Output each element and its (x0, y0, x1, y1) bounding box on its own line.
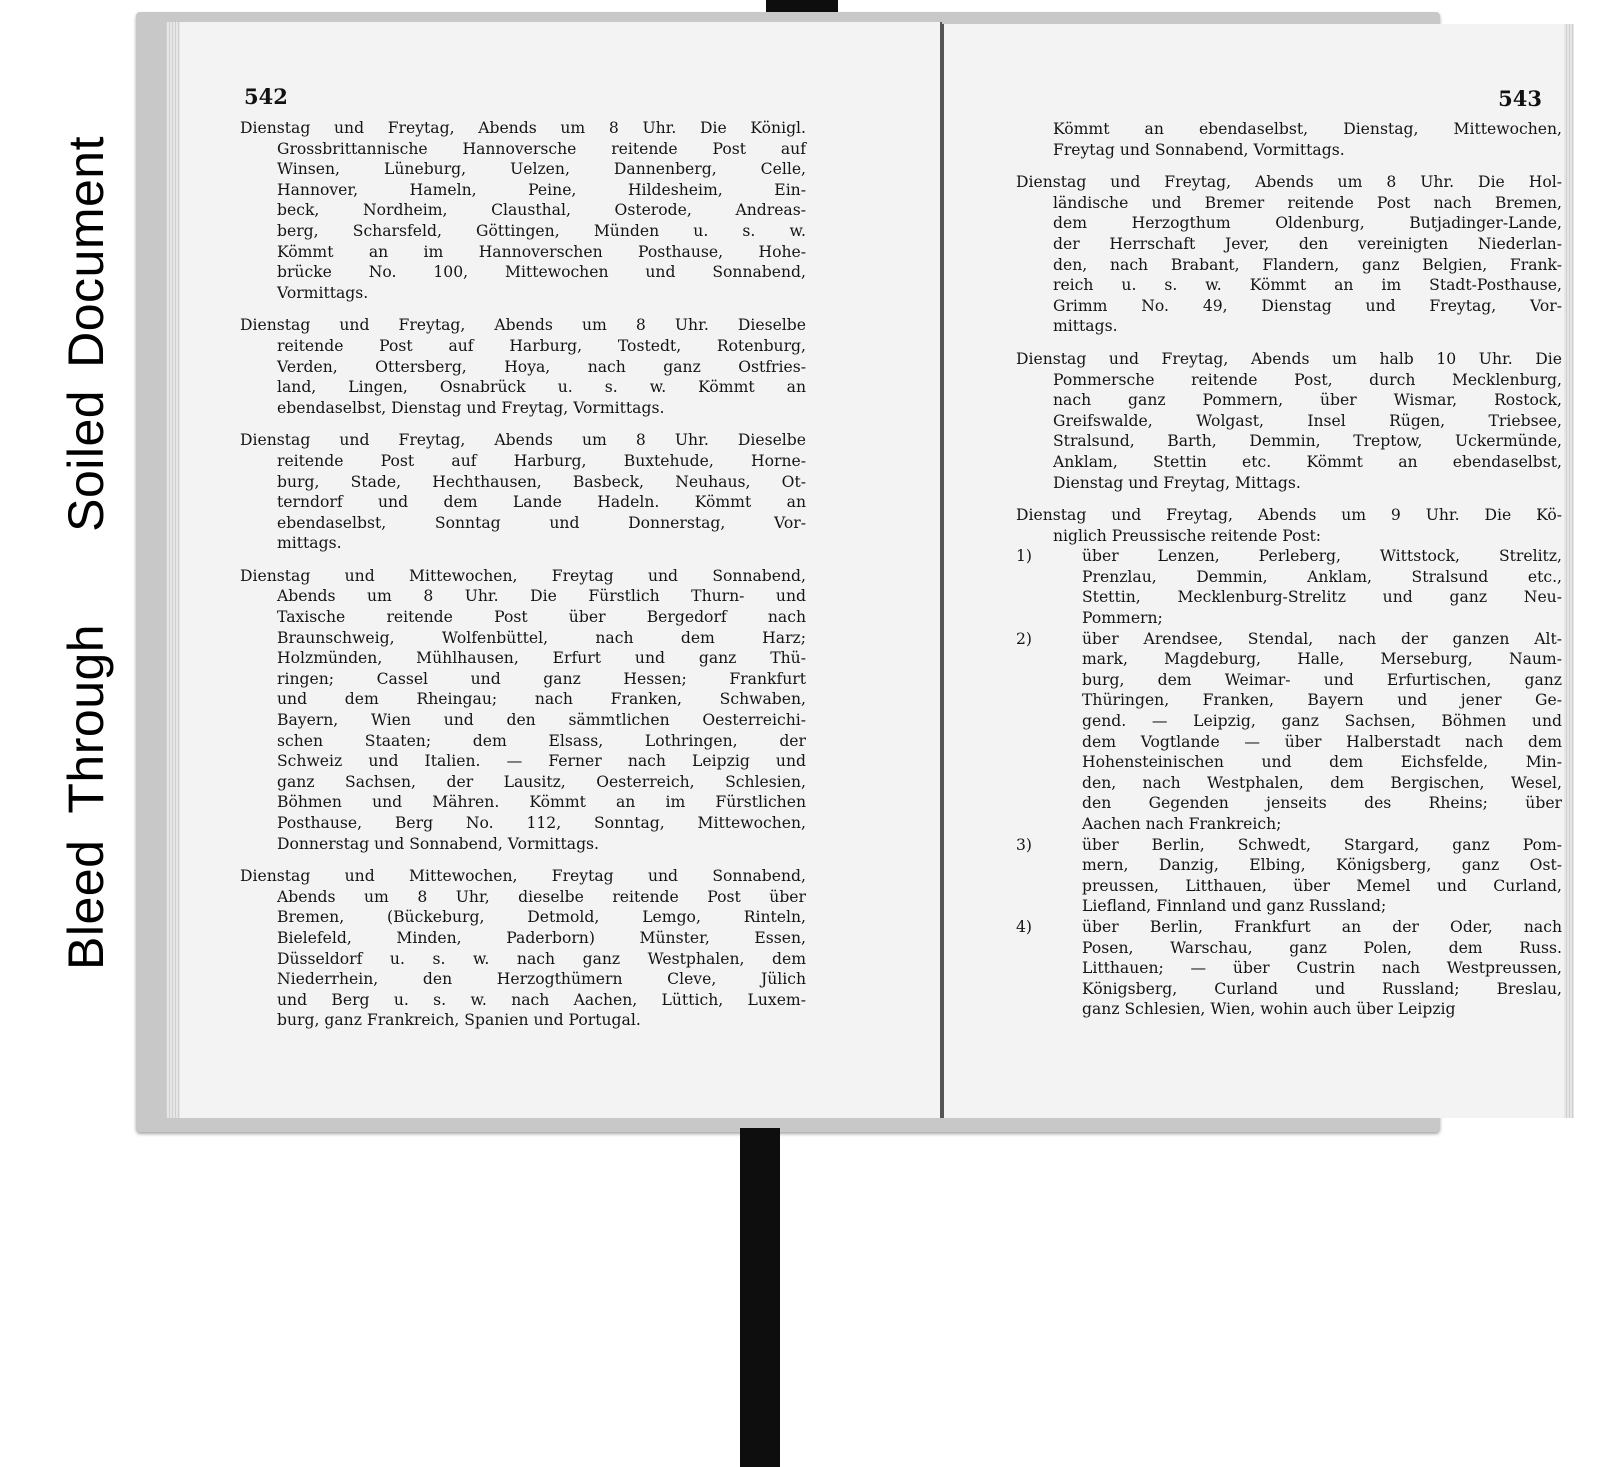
text-line: Dienstag und Freytag, Abends um 8 Uhr. Die Königl. (240, 119, 806, 137)
text-line: Böhmen und Mähren. Kömmt an im Fürstlichen (277, 793, 806, 812)
side-label-word: Document (58, 135, 115, 368)
text-line: Posen, Warschau, ganz Polen, dem Russ. (1082, 938, 1562, 957)
right-page (942, 24, 1574, 1118)
route-number: 2) (1016, 629, 1033, 648)
text-line: Pommern; (1082, 609, 1163, 628)
open-book (136, 12, 1562, 1132)
text-line: Thüringen, Franken, Bayern und jener Ge- (1082, 691, 1562, 710)
text-line: Posthause, Berg No. 112, Sonntag, Mittewochen, (277, 814, 806, 832)
text-line: ländische und Bremer reitende Post nach Bremen, (1053, 193, 1562, 212)
left-page-text (240, 118, 806, 1043)
continuation-entry (1016, 119, 1562, 160)
text-line: Dienstag und Mittewochen, Freytag und Sonnabend, (240, 566, 806, 585)
text-line: berg, Scharsfeld, Göttingen, Münden u. s. w. (277, 221, 806, 240)
text-line: Dienstag und Freytag, Abends um 8 Uhr. Dieselbe (240, 431, 806, 450)
text-line: Dienstag und Freytag, Abends um 8 Uhr. Die Hol- (1016, 173, 1562, 192)
text-line: Kömmt an ebendaselbst, Dienstag, Mittewochen, (1053, 120, 1562, 138)
text-line: Braunschweig, Wolfenbüttel, nach dem Harz; (277, 628, 806, 647)
post-entry (240, 118, 806, 303)
text-line: Bielefeld, Minden, Paderborn) Münster, Essen, (277, 928, 806, 947)
text-line: burg, Stade, Hechthausen, Basbeck, Neuhaus, Ot- (277, 472, 806, 491)
text-line: Dienstag und Freytag, Abends um halb 10 Uhr. Die (1016, 349, 1562, 368)
route-text: über Arendsee, Stendal, nach der ganzen Alt- (1082, 629, 1562, 648)
text-line: Hannover, Hameln, Peine, Hildesheim, Ein- (277, 180, 806, 199)
text-line: burg, dem Weimar- und Erfurtischen, ganz (1082, 670, 1562, 689)
text-line: niglich Preussische reitende Post: (1053, 526, 1322, 545)
post-entry (1016, 172, 1562, 337)
text-line: dem Herzogthum Oldenburg, Butjadinger-Lande, (1053, 214, 1562, 233)
text-line: reich u. s. w. Kömmt an im Stadt-Posthause, (1053, 276, 1562, 295)
text-line: Bayern, Wien und den sämmtlichen Oesterreichi- (277, 711, 806, 730)
side-label (48, 48, 124, 1058)
text-line: preussen, Litthauen, über Memel und Curland, (1082, 876, 1562, 895)
text-line: Kömmt an im Hannoverschen Posthause, Hohe- (277, 242, 806, 261)
route-item (1016, 629, 1562, 835)
text-line: Greifswalde, Wolgast, Insel Rügen, Triebsee, (1053, 411, 1562, 430)
text-line: den Gegenden jenseits des Rheins; über (1082, 794, 1562, 813)
text-line: schen Staaten; dem Elsass, Lothringen, der (277, 731, 806, 750)
text-line: nach ganz Pommern, über Wismar, Rostock, (1053, 391, 1562, 410)
text-line (1016, 546, 1562, 567)
text-line: Dienstag und Freytag, Mittags. (1053, 473, 1301, 492)
text-line: Donnerstag und Sonnabend, Vormittags. (277, 834, 600, 853)
text-line: ganz Sachsen, der Lausitz, Oesterreich, Schlesien, (277, 772, 806, 791)
text-line: mittags. (277, 534, 342, 553)
text-line: burg, ganz Frankreich, Spanien und Portugal. (277, 1011, 641, 1030)
text-line: Verden, Ottersberg, Hoya, nach ganz Ostfries- (277, 357, 806, 376)
text-line: gend. — Leipzig, ganz Sachsen, Böhmen und (1082, 712, 1562, 731)
text-line: Königsberg, Curland und Russland; Breslau, (1082, 979, 1562, 998)
text-line: und Berg u. s. w. nach Aachen, Lüttich, Luxem- (277, 990, 806, 1009)
text-line: Taxische reitende Post über Bergedorf nach (277, 608, 806, 627)
text-line: Winsen, Lüneburg, Uelzen, Dannenberg, Celle, (277, 160, 806, 179)
binding-tab-bottom (740, 1128, 780, 1467)
post-entry (1016, 505, 1562, 546)
page-number-right: 543 (1498, 86, 1542, 111)
post-entry (1016, 349, 1562, 493)
text-line: Stralsund, Barth, Demmin, Treptow, Uckermünde, (1053, 432, 1562, 451)
text-line (1016, 629, 1562, 650)
text-line: brücke No. 100, Mittewochen und Sonnabend, (277, 263, 806, 282)
text-line: ringen; Cassel und ganz Hessen; Frankfurt (277, 669, 806, 688)
text-line: Dienstag und Mittewochen, Freytag und Sonnabend, (240, 867, 806, 886)
route-item (1016, 546, 1562, 628)
page-number-left: 542 (244, 84, 288, 109)
side-label-word: Bleed (58, 839, 115, 971)
text-line: Abends um 8 Uhr, dieselbe reitende Post über (277, 887, 806, 906)
route-number: 1) (1016, 547, 1033, 566)
text-line: Niederrhein, den Herzogthümern Cleve, Jülich (277, 970, 806, 989)
text-line: mern, Danzig, Elbing, Königsberg, ganz Ost- (1082, 856, 1562, 875)
text-line: beck, Nordheim, Clausthal, Osterode, Andreas- (277, 201, 806, 220)
text-line: Pommersche reitende Post, durch Mecklenburg, (1053, 370, 1562, 389)
text-line: und dem Rheingau; nach Franken, Schwaben, (277, 690, 806, 709)
text-line: Abends um 8 Uhr. Die Fürstlich Thurn- und (277, 587, 806, 606)
left-page (166, 22, 942, 1118)
text-line: Freytag und Sonnabend, Vormittags. (1053, 140, 1345, 159)
text-line: Liefland, Finnland und ganz Russland; (1082, 897, 1387, 916)
text-line: Bremen, (Bückeburg, Detmold, Lemgo, Rinteln, (277, 908, 806, 927)
route-number: 3) (1016, 835, 1033, 854)
text-line: Hohensteinischen und dem Eichsfelde, Min- (1082, 753, 1562, 772)
route-text: über Lenzen, Perleberg, Wittstock, Strelitz, (1082, 547, 1562, 566)
text-line: ebendaselbst, Dienstag und Freytag, Vormittags. (277, 398, 665, 417)
post-entry (240, 866, 806, 1031)
text-line: terndorf und dem Lande Hadeln. Kömmt an (277, 493, 806, 512)
text-line: ganz Schlesien, Wien, wohin auch über Leipzig (1082, 1000, 1456, 1019)
text-line: Schweiz und Italien. — Ferner nach Leipzig und (277, 752, 806, 771)
text-line: ebendaselbst, Sonntag und Donnerstag, Vor- (277, 513, 806, 532)
text-line: dem Vogtlande — über Halberstadt nach dem (1082, 732, 1562, 751)
text-line (1016, 835, 1562, 856)
text-line: Grossbrittannische Hannoversche reitende Post auf (277, 139, 806, 158)
post-entry (240, 566, 806, 854)
side-label-word: Soiled (58, 389, 115, 532)
text-line: reitende Post auf Harburg, Tostedt, Rotenburg, (277, 336, 806, 355)
route-number: 4) (1016, 917, 1033, 936)
route-item (1016, 835, 1562, 917)
text-line: Prenzlau, Demmin, Anklam, Stralsund etc., (1082, 567, 1562, 586)
text-line: land, Lingen, Osnabrück u. s. w. Kömmt an (277, 378, 806, 397)
text-line: Anklam, Stettin etc. Kömmt an ebendaselbst, (1053, 452, 1562, 471)
text-line: den, nach Westphalen, dem Bergischen, Wesel, (1082, 773, 1562, 792)
text-line: Dienstag und Freytag, Abends um 8 Uhr. Dieselbe (240, 316, 806, 335)
route-text: über Berlin, Schwedt, Stargard, ganz Pom- (1082, 835, 1562, 854)
text-line: reitende Post auf Harburg, Buxtehude, Horne- (277, 451, 806, 470)
text-line: Grimm No. 49, Dienstag und Freytag, Vor- (1053, 296, 1562, 315)
text-line (1016, 917, 1562, 938)
right-page-text (1016, 119, 1562, 1020)
text-line: Litthauen; — über Custrin nach Westpreussen, (1082, 959, 1562, 978)
text-line: mittags. (1053, 317, 1118, 336)
text-line: Dienstag und Freytag, Abends um 9 Uhr. Die Kö- (1016, 506, 1562, 525)
text-line: den, nach Brabant, Flandern, ganz Belgien, Frank- (1053, 255, 1562, 274)
text-line: Holzmünden, Mühlhausen, Erfurt und ganz Thü- (277, 649, 806, 668)
text-line: mark, Magdeburg, Halle, Merseburg, Naum- (1082, 650, 1562, 669)
post-entry (240, 315, 806, 418)
text-line: der Herrschaft Jever, den vereinigten Niederlan- (1053, 234, 1562, 253)
text-line: Düsseldorf u. s. w. nach ganz Westphalen, dem (277, 949, 806, 968)
text-line: Stettin, Mecklenburg-Strelitz und ganz Neu- (1082, 588, 1562, 607)
post-entry (240, 430, 806, 554)
text-line: Aachen nach Frankreich; (1082, 815, 1282, 833)
route-item (1016, 917, 1562, 1020)
side-label-word: Through (58, 623, 115, 814)
route-text: über Berlin, Frankfurt an der Oder, nach (1082, 917, 1562, 936)
text-line: Vormittags. (277, 283, 369, 302)
